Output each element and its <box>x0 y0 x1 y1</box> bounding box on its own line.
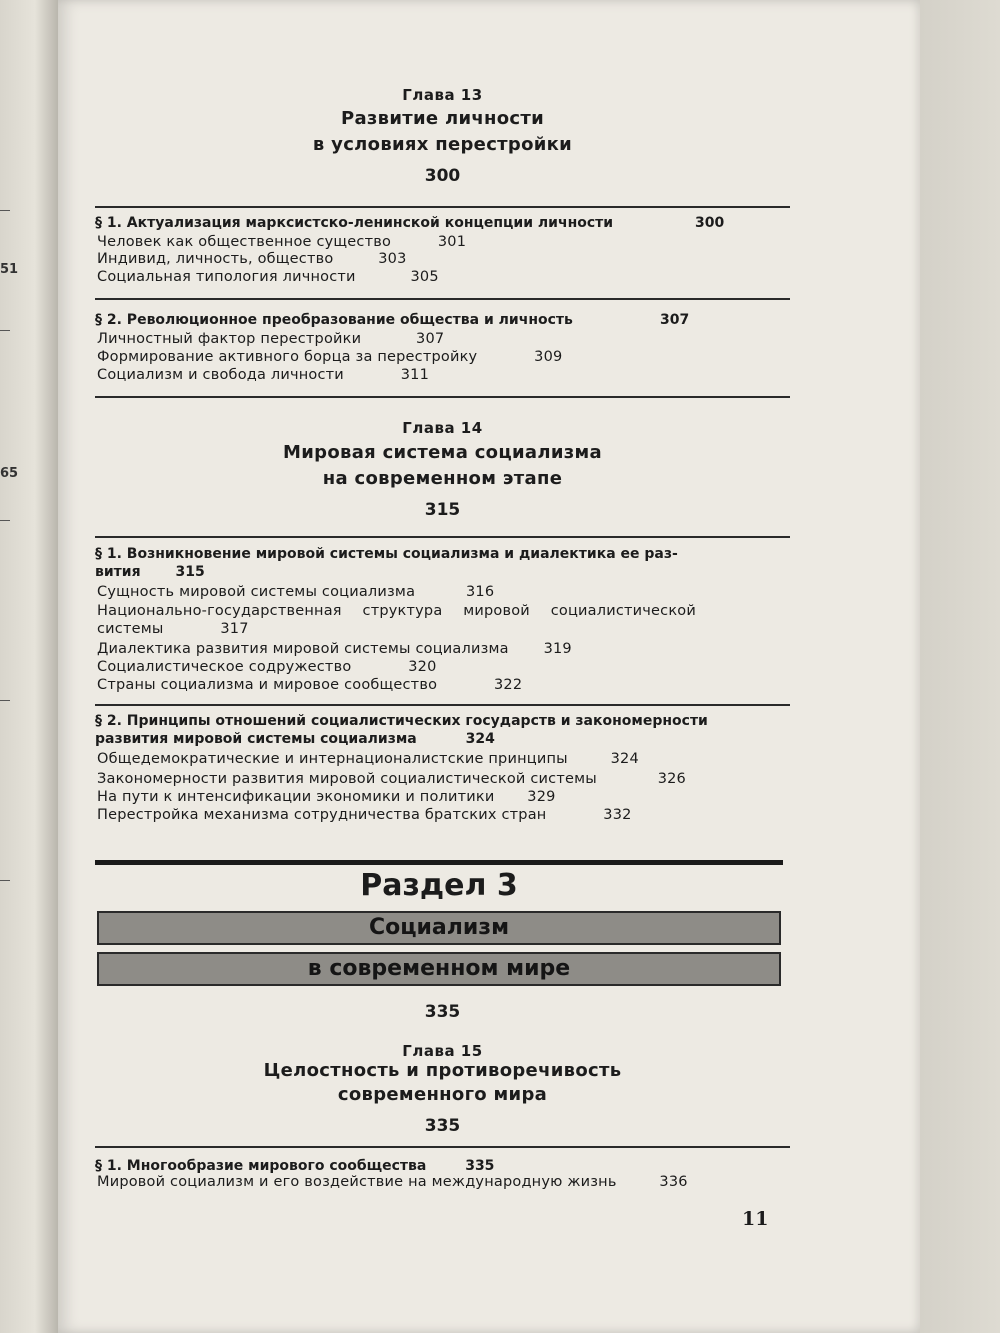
divider <box>95 298 790 300</box>
toc-entry-text: Общедемократические и интернационалистские принципы <box>97 751 568 767</box>
chapter-14-title-line1: Мировая система социализма <box>283 442 602 463</box>
toc-entry-page: 332 <box>603 807 632 823</box>
toc-entry-page: 301 <box>437 234 467 250</box>
toc-entry-page: 303 <box>378 251 407 267</box>
toc-entry-text: Перестройка механизма сотрудничества братских стран <box>97 807 547 823</box>
section-heading <box>95 545 755 581</box>
divider <box>95 396 790 398</box>
divider <box>95 206 790 208</box>
chapter-13-title-line1: Развитие личности <box>340 108 545 129</box>
toc-entry-page: 324 <box>610 751 639 767</box>
background-surface <box>920 0 1000 1333</box>
toc-entry-page: 317 <box>220 621 249 637</box>
toc-entry <box>97 348 562 367</box>
toc-entry <box>97 750 639 769</box>
toc-entry-text: Личностный фактор перестройки <box>97 331 362 347</box>
toc-entry-page: 336 <box>659 1174 688 1190</box>
chapter-15-page: 335 <box>424 1116 461 1136</box>
toc-entry-page: 322 <box>493 677 523 693</box>
part-page: 335 <box>424 1002 461 1022</box>
divider <box>95 704 790 706</box>
toc-entry <box>97 330 444 349</box>
part-banner-line2: в современном мире <box>97 952 781 986</box>
page-number: 11 <box>742 1208 769 1230</box>
toc-entry-text: Сущность мировой системы социализма <box>97 584 416 600</box>
toc-entry-text: Диалектика развития мировой системы социализма <box>97 641 509 657</box>
toc-entry <box>97 770 686 789</box>
section-title-line1: § 2. Принципы отношений социалистических государств и закономерности <box>95 713 708 729</box>
toc-entry-page: 307 <box>416 331 445 347</box>
margin-mark <box>0 880 10 881</box>
margin-page-number: 51 <box>0 262 19 277</box>
toc-entry <box>97 250 407 269</box>
toc-entry-page: 329 <box>527 789 556 805</box>
section-title-line2: развития мировой системы социализма <box>95 731 417 747</box>
toc-entry-text: На пути к интенсификации экономики и политики <box>97 789 495 805</box>
left-page-edge <box>0 0 58 1333</box>
section-page: 315 <box>175 564 205 580</box>
divider <box>95 536 790 538</box>
chapter-13-page: 300 <box>424 166 461 186</box>
toc-entry <box>97 788 556 807</box>
toc-entry <box>97 602 696 621</box>
section-heading <box>95 712 755 748</box>
margin-page-number: 65 <box>0 466 19 481</box>
chapter-14-label: Глава 14 <box>402 419 483 437</box>
section-page: 300 <box>695 215 725 231</box>
chapter-14-title-line2: на современном этапе <box>322 468 563 489</box>
margin-mark <box>0 210 10 211</box>
chapter-14-page: 315 <box>424 500 461 520</box>
toc-entry-page: 311 <box>400 367 430 383</box>
margin-mark <box>0 520 10 521</box>
toc-entry-text-line2: системы <box>97 621 164 637</box>
toc-entry-text: Социализм и свобода личности <box>97 367 344 383</box>
margin-mark <box>0 700 10 701</box>
section-title-line2: вития <box>95 564 141 580</box>
chapter-15-title-line1: Целостность и противоречивость <box>263 1060 622 1081</box>
toc-entry <box>97 268 439 287</box>
toc-entry-text: Индивид, личность, общество <box>97 251 334 267</box>
toc-entry <box>97 366 429 385</box>
section-title: § 1. Актуализация марксистско-ленинской концепции личности <box>95 215 614 231</box>
section-page: 324 <box>465 731 495 747</box>
toc-entry-page: 319 <box>543 641 572 657</box>
toc-entry-text: Национально-государственная структура мировой социалистической <box>97 603 696 619</box>
toc-entry-page: 309 <box>534 349 563 365</box>
toc-entry-text: Мировой социализм и его воздействие на международную жизнь <box>97 1174 617 1190</box>
chapter-15-title-line2: современного мира <box>337 1084 548 1105</box>
toc-entry-text: Формирование активного борца за перестройку <box>97 349 478 365</box>
chapter-13-label: Глава 13 <box>402 86 483 104</box>
toc-entry-text: Социалистическое содружество <box>97 659 352 675</box>
toc-entry <box>97 806 632 825</box>
section-page: 307 <box>660 312 690 328</box>
toc-entry <box>97 620 249 639</box>
section-divider-thick <box>95 860 783 865</box>
toc-entry-text: Социальная типология личности <box>97 269 356 285</box>
part-title: Раздел 3 <box>360 868 518 903</box>
section-title-line1: § 1. Возникновение мировой системы социализма и диалектика ее раз- <box>95 546 678 562</box>
toc-entry <box>97 583 494 602</box>
section-heading <box>95 214 755 232</box>
section-title: § 1. Многообразие мирового сообщества <box>95 1158 427 1174</box>
margin-mark <box>0 330 10 331</box>
part-banner-line1: Социализм <box>97 911 781 945</box>
chapter-13-title-line2: в условиях перестройки <box>312 134 573 155</box>
chapter-15-label: Глава 15 <box>402 1042 483 1060</box>
toc-entry-page: 320 <box>408 659 437 675</box>
toc-entry <box>97 640 572 659</box>
section-title: § 2. Революционное преобразование общества и личность <box>95 312 573 328</box>
toc-entry <box>97 676 522 695</box>
toc-entry-text: Человек как общественное существо <box>97 234 392 250</box>
toc-entry-page: 305 <box>410 269 439 285</box>
toc-entry <box>97 658 437 677</box>
divider <box>95 1146 790 1148</box>
toc-entry <box>97 1173 688 1192</box>
section-page: 335 <box>465 1158 495 1174</box>
toc-entry-page: 316 <box>465 584 495 600</box>
toc-entry-text: Закономерности развития мировой социалистической системы <box>97 771 597 787</box>
toc-entry-page: 326 <box>657 771 686 787</box>
toc-entry-text: Страны социализма и мировое сообщество <box>97 677 438 693</box>
section-heading <box>95 311 755 329</box>
